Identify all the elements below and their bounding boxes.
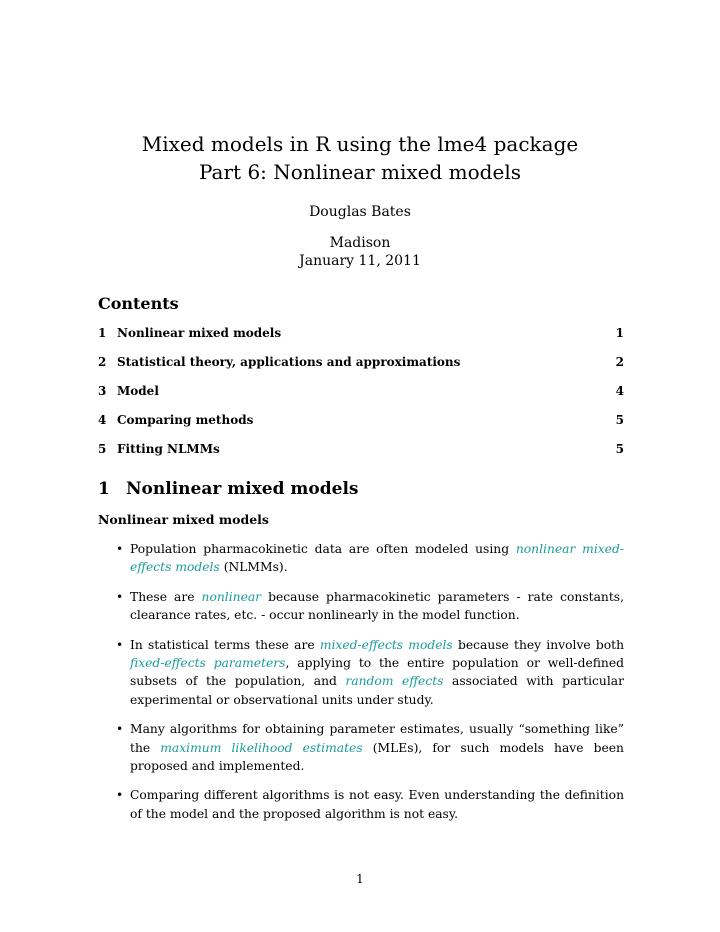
bullet-text: (NLMMs).: [219, 560, 288, 575]
bullet-list: [98, 540, 624, 834]
bullet-icon: •: [116, 542, 124, 556]
location: Madison: [329, 235, 391, 251]
toc-entry[interactable]: [98, 413, 624, 442]
toc-entry-number: 3: [98, 384, 107, 398]
subsection-heading: Nonlinear mixed models: [98, 512, 269, 527]
toc-entry-number: 1: [98, 326, 107, 340]
bullet-item: [98, 636, 624, 710]
bullet-item: [98, 588, 624, 625]
bullet-text: Many algorithms for obtaining parameter estimates, usually “something like” the: [130, 722, 624, 755]
title-line-2: Part 6: Nonlinear mixed models: [199, 160, 521, 184]
bullet-icon: •: [116, 788, 124, 803]
section-title: Nonlinear mixed models: [126, 479, 359, 499]
section-number: 1: [98, 479, 110, 499]
bullet-text: In statistical terms these are: [130, 637, 320, 652]
bullet-text: Population pharmacokinetic data are often modeled using: [130, 542, 516, 556]
toc-entry-number: 2: [98, 355, 107, 369]
bullet-text: , applying to the entire population or well-defined subsets of the population, and: [130, 656, 624, 689]
bullet-text: associated with particular experimental or observational units under study.: [130, 674, 624, 707]
affiliation: [0, 234, 720, 270]
bullet-text: (MLEs), for such models have been proposed and implemented.: [130, 740, 624, 774]
bullet-icon: •: [116, 722, 124, 737]
table-of-contents: [98, 326, 624, 471]
highlight-term: nonlinear: [201, 589, 262, 604]
toc-entry[interactable]: [98, 442, 624, 471]
bullet-text: These are: [130, 589, 202, 604]
contents-heading: Contents: [98, 294, 179, 313]
toc-entry-title: Model: [117, 384, 159, 398]
page-number: 1: [356, 872, 364, 886]
date: January 11, 2011: [299, 253, 421, 269]
toc-entry-title: Fitting NLMMs: [117, 442, 220, 456]
highlight-term: mixed-effects models: [319, 637, 453, 652]
highlight-term: nonlinear mixed-effects models: [130, 542, 624, 575]
bullet-item: [98, 786, 624, 823]
toc-entry-title: Statistical theory, applications and approximations: [117, 355, 461, 369]
bullet-text: Comparing different algorithms is not easy. Even understanding the definition of the model and the proposed algorithm is not easy.: [130, 788, 624, 821]
author: Douglas Bates: [309, 204, 411, 220]
toc-entry-number: 5: [98, 442, 107, 456]
highlight-term: maximum likelihood estimates: [160, 740, 363, 755]
bullet-item: [98, 720, 624, 775]
bullet-text: because pharmacokinetic parameters - rate constants, clearance rates, etc. - occur nonlinearly in the model function.: [130, 589, 624, 623]
toc-entry-page: 5: [615, 442, 624, 456]
toc-entry-title: Nonlinear mixed models: [117, 326, 282, 340]
bullet-icon: •: [116, 589, 124, 604]
title-line-1: Mixed models in R using the lme4 package: [141, 132, 579, 156]
toc-entry[interactable]: [98, 326, 624, 355]
toc-entry-page: 1: [615, 326, 624, 340]
toc-entry-page: 5: [615, 413, 624, 427]
toc-entry[interactable]: [98, 355, 624, 384]
section-heading: [98, 479, 358, 499]
bullet-icon: •: [116, 637, 124, 652]
toc-entry-number: 4: [98, 413, 107, 427]
toc-entry[interactable]: [98, 384, 624, 413]
title-block: [0, 130, 720, 270]
toc-entry-page: 4: [615, 384, 624, 398]
toc-entry-page: 2: [615, 355, 624, 369]
toc-entry-title: Comparing methods: [117, 413, 254, 427]
highlight-term: random effects: [345, 674, 444, 689]
highlight-term: fixed-effects parameters: [130, 656, 286, 671]
bullet-item: [98, 540, 624, 577]
bullet-text: because they involve both: [452, 637, 624, 652]
